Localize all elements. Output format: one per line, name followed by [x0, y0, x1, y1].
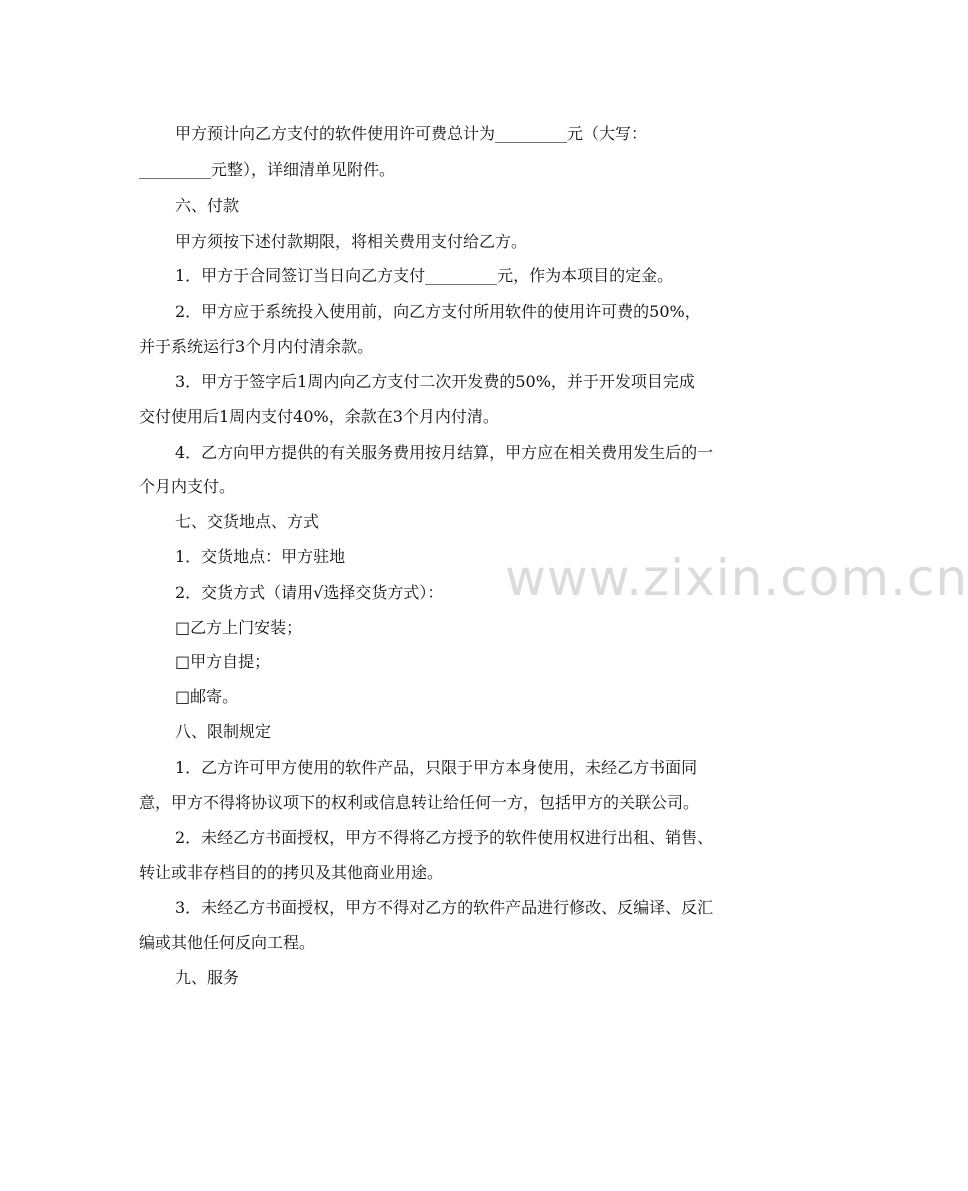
section-heading-payment: 六、付款: [175, 196, 240, 215]
payment-item-2-cont: 并于系统运行3个月内付清余款。: [139, 337, 374, 356]
payment-item-3-cont: 交付使用后1周内支付40%，余款在3个月内付清。: [139, 407, 499, 426]
payment-item-4: 4．乙方向甲方提供的有关服务费用按月结算，甲方应在相关费用发生后的一: [175, 443, 714, 462]
section-heading-delivery: 七、交货地点、方式: [175, 512, 320, 531]
restriction-item-2: 2．未经乙方书面授权，甲方不得将乙方授予的软件使用权进行出租、销售、: [175, 828, 714, 847]
watermark: www.zixin.com.cn: [505, 549, 968, 607]
payment-item-2: 2．甲方应于系统投入使用前，向乙方支付所用软件的使用许可费的50%，: [175, 302, 701, 321]
restriction-item-1: 1．乙方许可甲方使用的软件产品，只限于甲方本身使用，未经乙方书面同: [175, 758, 698, 777]
delivery-option-mail: □邮寄。: [175, 687, 239, 706]
delivery-item-2: 2．交货方式（请用√选择交货方式）：: [175, 583, 444, 602]
restriction-item-1-cont: 意，甲方不得将协议项下的权利或信息转让给任何一方，包括甲方的关联公司。: [139, 793, 700, 812]
paragraph-license-fee-total: 甲方预计向乙方支付的软件使用许可费总计为_________元（大写：: [175, 124, 648, 143]
restriction-item-3: 3．未经乙方书面授权，甲方不得对乙方的软件产品进行修改、反编译、反汇: [175, 898, 714, 917]
paragraph-license-fee-total-cont: _________元整），详细清单见附件。: [139, 160, 396, 179]
section-heading-service: 九、服务: [175, 968, 240, 987]
delivery-option-pickup: □甲方自提；: [175, 652, 271, 671]
restriction-item-2-cont: 转让或非存档目的的拷贝及其他商业用途。: [139, 863, 444, 882]
section-heading-restrictions: 八、限制规定: [175, 722, 272, 741]
payment-item-4-cont: 个月内支付。: [139, 477, 236, 496]
delivery-option-install: □乙方上门安装；: [175, 618, 303, 637]
delivery-item-1: 1．交货地点：甲方驻地: [175, 547, 346, 566]
paragraph-payment-intro: 甲方须按下述付款期限，将相关费用支付给乙方。: [175, 232, 528, 251]
payment-item-1: 1．甲方于合同签订当日向乙方支付_________元，作为本项目的定金。: [175, 266, 674, 285]
payment-item-3: 3．甲方于签字后1周内向乙方支付二次开发费的50%，并于开发项目完成: [175, 372, 695, 391]
restriction-item-3-cont: 编或其他任何反向工程。: [139, 933, 316, 952]
